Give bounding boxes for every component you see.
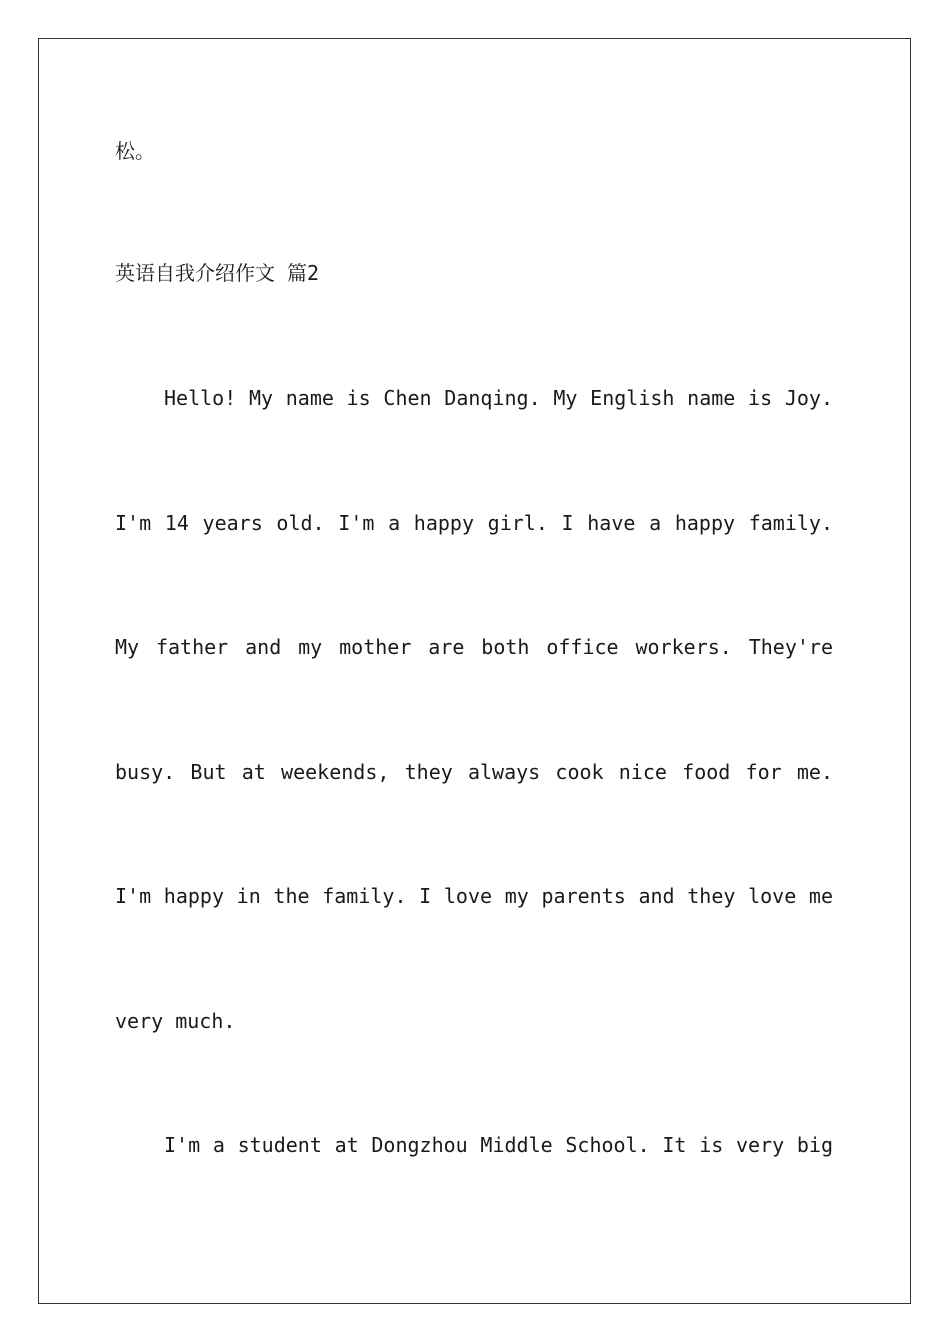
- paragraph-line: I'm 14 years old. I'm a happy girl. I have a happy family.: [115, 511, 833, 535]
- paragraph-line: busy. But at weekends, they always cook nice food for me.: [115, 760, 833, 784]
- paragraph-line-last: very much.: [115, 1009, 236, 1033]
- text-line-continuation: 松。: [115, 139, 155, 163]
- paragraph-line: Hello! My name is Chen Danqing. My English name is Joy.: [164, 386, 833, 410]
- paragraph-line: My father and my mother are both office workers. They're: [115, 635, 833, 659]
- page-frame: [38, 38, 911, 1304]
- section-heading: 英语自我介绍作文 篇2: [115, 261, 320, 285]
- paragraph-line: I'm happy in the family. I love my parents and they love me: [115, 884, 833, 908]
- paragraph-line: I'm a student at Dongzhou Middle School. It is very big: [164, 1133, 833, 1157]
